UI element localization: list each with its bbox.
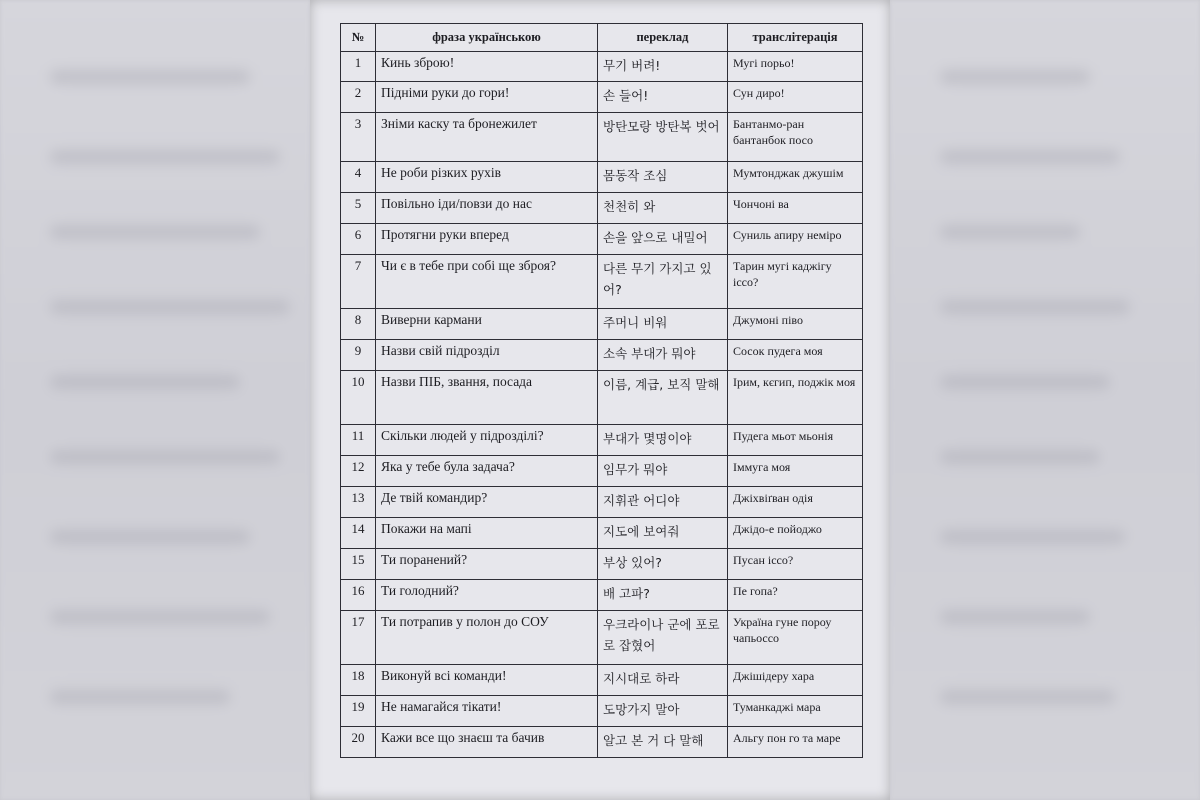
blurred-background-left <box>0 0 310 800</box>
ukrainian-phrase: Ти потрапив у полон до СОУ <box>376 611 598 665</box>
row-number: 8 <box>341 309 376 340</box>
row-number: 4 <box>341 162 376 193</box>
row-number: 18 <box>341 665 376 696</box>
header-translation: переклад <box>598 24 728 52</box>
row-number: 5 <box>341 193 376 224</box>
transliteration: Іммуга моя <box>728 456 863 487</box>
ukrainian-phrase: Кажи все що знаєш та бачив <box>376 727 598 758</box>
table-row <box>341 518 863 549</box>
table-row <box>341 456 863 487</box>
korean-translation: 임무가 뭐야 <box>598 456 728 487</box>
transliteration: Тарин мугі каджігу іссо? <box>728 255 863 309</box>
korean-translation: 손을 앞으로 내밀어 <box>598 224 728 255</box>
transliteration: Ірим, кєгип, поджік моя <box>728 371 863 425</box>
ukrainian-phrase: Зніми каску та бронежилет <box>376 113 598 162</box>
ukrainian-phrase: Назви свій підрозділ <box>376 340 598 371</box>
ukrainian-phrase: Протягни руки вперед <box>376 224 598 255</box>
transliteration: Суниль апиру неміро <box>728 224 863 255</box>
ukrainian-phrase: Де твій командир? <box>376 487 598 518</box>
table-header-row <box>341 24 863 52</box>
table-row <box>341 611 863 665</box>
table-row <box>341 113 863 162</box>
row-number: 19 <box>341 696 376 727</box>
row-number: 13 <box>341 487 376 518</box>
row-number: 16 <box>341 580 376 611</box>
korean-translation: 지시대로 하라 <box>598 665 728 696</box>
table-row <box>341 727 863 758</box>
row-number: 10 <box>341 371 376 425</box>
table-row <box>341 487 863 518</box>
korean-translation: 부대가 몇명이야 <box>598 425 728 456</box>
ukrainian-phrase: Чи є в тебе при собі ще зброя? <box>376 255 598 309</box>
table-row <box>341 371 863 425</box>
ukrainian-phrase: Скільки людей у підрозділі? <box>376 425 598 456</box>
ukrainian-phrase: Яка у тебе була задача? <box>376 456 598 487</box>
row-number: 1 <box>341 52 376 82</box>
korean-translation: 방탄모랑 방탄복 벗어 <box>598 113 728 162</box>
row-number: 2 <box>341 82 376 113</box>
korean-translation: 우크라이나 군에 포로로 잡혔어 <box>598 611 728 665</box>
table-row <box>341 224 863 255</box>
row-number: 20 <box>341 727 376 758</box>
korean-translation: 손 들어! <box>598 82 728 113</box>
table-row <box>341 580 863 611</box>
transliteration: Джішідеру хара <box>728 665 863 696</box>
korean-translation: 이름, 계급, 보직 말해 <box>598 371 728 425</box>
ukrainian-phrase: Кинь зброю! <box>376 52 598 82</box>
transliteration: Чончоні ва <box>728 193 863 224</box>
ukrainian-phrase: Назви ПІБ, звання, посада <box>376 371 598 425</box>
korean-translation: 알고 본 거 다 말해 <box>598 727 728 758</box>
korean-translation: 주머니 비워 <box>598 309 728 340</box>
row-number: 14 <box>341 518 376 549</box>
transliteration: Пусан іссо? <box>728 549 863 580</box>
header-transliteration: транслітерація <box>728 24 863 52</box>
korean-translation: 지도에 보여줘 <box>598 518 728 549</box>
transliteration: Сун диро! <box>728 82 863 113</box>
ukrainian-phrase: Покажи на мапі <box>376 518 598 549</box>
row-number: 15 <box>341 549 376 580</box>
table-row <box>341 52 863 82</box>
table-row <box>341 82 863 113</box>
transliteration: Мумтонджак джушім <box>728 162 863 193</box>
row-number: 7 <box>341 255 376 309</box>
korean-translation: 지휘관 어디야 <box>598 487 728 518</box>
blurred-background-right <box>890 0 1200 800</box>
transliteration: Альгу пон го та маре <box>728 727 863 758</box>
transliteration: Джіхвіґван одія <box>728 487 863 518</box>
korean-translation: 몸동작 조심 <box>598 162 728 193</box>
row-number: 11 <box>341 425 376 456</box>
transliteration: Пудега мьот мьонія <box>728 425 863 456</box>
table-row <box>341 162 863 193</box>
table-row <box>341 255 863 309</box>
transliteration: Сосок пудега моя <box>728 340 863 371</box>
ukrainian-phrase: Виверни кармани <box>376 309 598 340</box>
row-number: 12 <box>341 456 376 487</box>
transliteration: Туманкаджі мара <box>728 696 863 727</box>
table-row <box>341 309 863 340</box>
header-number: № <box>341 24 376 52</box>
korean-translation: 도망가지 말아 <box>598 696 728 727</box>
ukrainian-phrase: Ти поранений? <box>376 549 598 580</box>
table-row <box>341 193 863 224</box>
row-number: 9 <box>341 340 376 371</box>
ukrainian-phrase: Ти голодний? <box>376 580 598 611</box>
table-row <box>341 665 863 696</box>
transliteration: Пе гопа? <box>728 580 863 611</box>
paper-sheet <box>310 0 890 800</box>
transliteration: Джідо-е пойоджо <box>728 518 863 549</box>
korean-translation: 배 고파? <box>598 580 728 611</box>
ukrainian-phrase: Не роби різких рухів <box>376 162 598 193</box>
korean-translation: 천천히 와 <box>598 193 728 224</box>
row-number: 6 <box>341 224 376 255</box>
ukrainian-phrase: Підніми руки до гори! <box>376 82 598 113</box>
transliteration: Мугі порьо! <box>728 52 863 82</box>
row-number: 17 <box>341 611 376 665</box>
transliteration: Бантанмо-ран бантанбок посо <box>728 113 863 162</box>
korean-translation: 소속 부대가 뭐야 <box>598 340 728 371</box>
transliteration: Україна гуне пороу чапьоссо <box>728 611 863 665</box>
korean-translation: 다른 무기 가지고 있어? <box>598 255 728 309</box>
transliteration: Джумоні піво <box>728 309 863 340</box>
ukrainian-phrase: Повільно іди/повзи до нас <box>376 193 598 224</box>
table-row <box>341 340 863 371</box>
table-row <box>341 549 863 580</box>
phrase-table <box>340 23 863 758</box>
ukrainian-phrase: Виконуй всі команди! <box>376 665 598 696</box>
header-ukrainian-phrase: фраза українською <box>376 24 598 52</box>
korean-translation: 부상 있어? <box>598 549 728 580</box>
ukrainian-phrase: Не намагайся тікати! <box>376 696 598 727</box>
row-number: 3 <box>341 113 376 162</box>
korean-translation: 무기 버려! <box>598 52 728 82</box>
table-row <box>341 425 863 456</box>
table-row <box>341 696 863 727</box>
